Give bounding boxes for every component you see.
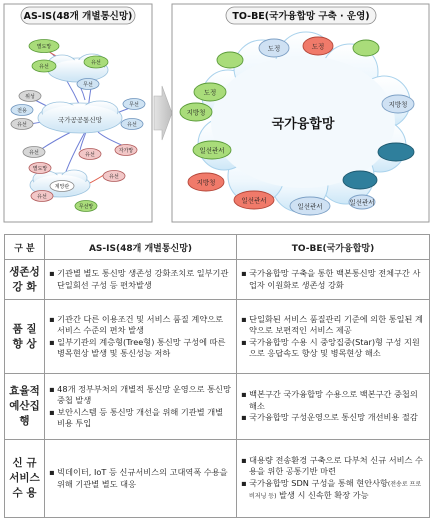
bullet-text: ▪ 국가융합망 구축을 통한 백본통신망 전체구간 사업자 이원화로 생존성 강화 (241, 268, 425, 291)
tobe-node-label: 일선관서 (349, 198, 375, 207)
asis-cell (45, 440, 237, 518)
transition-arrow (154, 86, 172, 140)
table-header-row (5, 235, 430, 260)
asis-node-label: 별도망 (32, 166, 48, 172)
bullet-text: ▪ 빅데이터, IoT 등 신규서비스의 고대역폭 수용을 위해 기관별 별도 대응 (49, 467, 232, 490)
asis-node (123, 99, 145, 110)
asis-node (77, 79, 99, 90)
asis-node-label: 유선 (39, 64, 49, 70)
asis-node (11, 119, 33, 130)
bullet-text: ▪ 48개 정부부처의 개별적 통신망 운영으로 통신망 중첩 발생 (49, 384, 232, 407)
bullet-text: ▪ 일부기관의 계층형(Tree형) 통신망 구성에 따른 병목현상 발생 및 통신성능 저하 (49, 337, 232, 360)
tobe-node (194, 83, 226, 101)
header-tobe: TO-BE(국가융합망) (237, 235, 430, 260)
tobe-node-label: 지방청 (196, 178, 216, 187)
bullet-text: ▪ 단일화된 서비스 품질관리 기준에 의한 통일된 계약으로 보편적인 서비스 제공 (241, 314, 425, 337)
asis-center-label: 국가공공통신망 (58, 116, 102, 124)
asis-node (103, 171, 125, 182)
asis-node (79, 149, 101, 160)
asis-node-label: 계망관 (54, 184, 70, 190)
header-asis: AS-IS(48개 개별통신망) (45, 235, 237, 260)
table-row (5, 440, 430, 518)
bullet-text: ▪ 국가융합망 구성운영으로 통신망 개선비용 절감 (241, 412, 425, 424)
tobe-center-label: 국가융합망 (271, 117, 335, 132)
asis-node-label: 무선 (129, 102, 139, 108)
bullet-text: ▪ 보안시스템 등 통신망 개선을 위해 기관별 개별 비용 투입 (49, 407, 232, 430)
asis-node (29, 40, 59, 53)
tobe-node (378, 143, 414, 161)
row-category: 품 질 향 상 (5, 300, 45, 374)
asis-cell (45, 300, 237, 374)
asis-node-label: 유선 (37, 194, 47, 200)
asis-cell (45, 260, 237, 300)
asis-node (50, 181, 74, 192)
asis-cell (45, 374, 237, 440)
asis-node-label: 자가망 (118, 148, 134, 154)
header-category: 구 분 (5, 235, 45, 260)
tobe-node (290, 197, 330, 215)
table-row (5, 374, 430, 440)
bullet-text: ▪ 국가융합망 SDN 구성을 통해 현안사항(전송로 프로비저닝 등) 발생 시 신속한 확장 가능 (241, 478, 425, 503)
row-category: 신 규 서비스 수 용 (5, 440, 45, 518)
tobe-node (382, 95, 414, 113)
row-category: 생존성 강 화 (5, 260, 45, 300)
asis-title: AS-IS(48개 개별통신망) (23, 11, 133, 22)
tobe-node (180, 103, 212, 121)
tobe-node (234, 191, 274, 209)
asis-node (11, 105, 33, 116)
asis-node (32, 60, 56, 72)
asis-node (115, 145, 137, 156)
table-row (5, 260, 430, 300)
tobe-cell (237, 260, 430, 300)
asis-node (23, 147, 45, 158)
tobe-cell (237, 300, 430, 374)
asis-node-label: 별도망 (36, 44, 52, 50)
tobe-node-label: 일선관서 (241, 196, 267, 205)
asis-node-label: 유선 (109, 174, 119, 180)
tobe-node-label: 지방청 (388, 100, 408, 109)
table-row (5, 300, 430, 374)
tobe-node-label: 도정 (311, 42, 325, 51)
tobe-node-label: 도정 (267, 44, 281, 53)
bullet-text: ▪ 국가융합망 수용 시 중앙집중(Star)형 구성 지원으로 응답속도 향상 및 병목현상 해소 (241, 337, 425, 360)
asis-node-label: 전용 (17, 108, 27, 114)
tobe-cell (237, 374, 430, 440)
tobe-node (217, 52, 243, 68)
tobe-node (259, 39, 289, 57)
tobe-cell (237, 440, 430, 518)
bullet-text: ▪ 백본구간 국가융합망 수용으로 백본구간 중첩의 해소 (241, 389, 425, 412)
tobe-title: TO-BE(국가융합망 구축 · 운영) (232, 11, 370, 22)
tobe-node (193, 141, 231, 159)
tobe-node (343, 171, 377, 189)
tobe-node (349, 195, 375, 209)
asis-node (29, 163, 51, 174)
asis-node (19, 91, 41, 102)
tobe-node (188, 173, 224, 191)
asis-node-label: 무선망 (78, 204, 94, 210)
asis-node-label: 유선 (127, 122, 137, 128)
row-category: 효율적 예산집행 (5, 374, 45, 440)
asis-node (121, 119, 143, 130)
bullet-text: ▪ 기관별 별도 통신망 생존성 강화조치로 일부기관 단일회선 구성 등 편차발생 (49, 268, 232, 291)
tobe-node-label: 도정 (203, 88, 217, 97)
tobe-node-label: 일선관서 (297, 202, 323, 211)
asis-node (31, 191, 53, 202)
asis-node (84, 56, 108, 68)
asis-node-label: 유선 (91, 60, 101, 66)
asis-node (75, 201, 97, 212)
asis-node-label: 위성 (25, 94, 35, 100)
asis-node-label: 무선 (83, 82, 93, 88)
tobe-node-label: 지방청 (186, 108, 206, 117)
asis-node-label: 유선 (29, 150, 39, 156)
tobe-node-label: 일선관서 (199, 146, 225, 155)
tobe-node (303, 37, 333, 55)
asis-node-label: 유선 (85, 152, 95, 158)
bullet-text: ▪ 기관간 다른 이용조건 및 서비스 품질 계약으로 서비스 수준의 편차 발생 (49, 314, 232, 337)
bullet-text: ▪ 대용량 전송환경 구축으로 다부처 신규 서비스 수용을 위한 공통기반 마련 (241, 455, 425, 478)
asis-node-label: 유선 (17, 122, 27, 128)
tobe-node (353, 40, 379, 56)
comparison-table (4, 234, 430, 518)
network-diagram (0, 0, 433, 226)
